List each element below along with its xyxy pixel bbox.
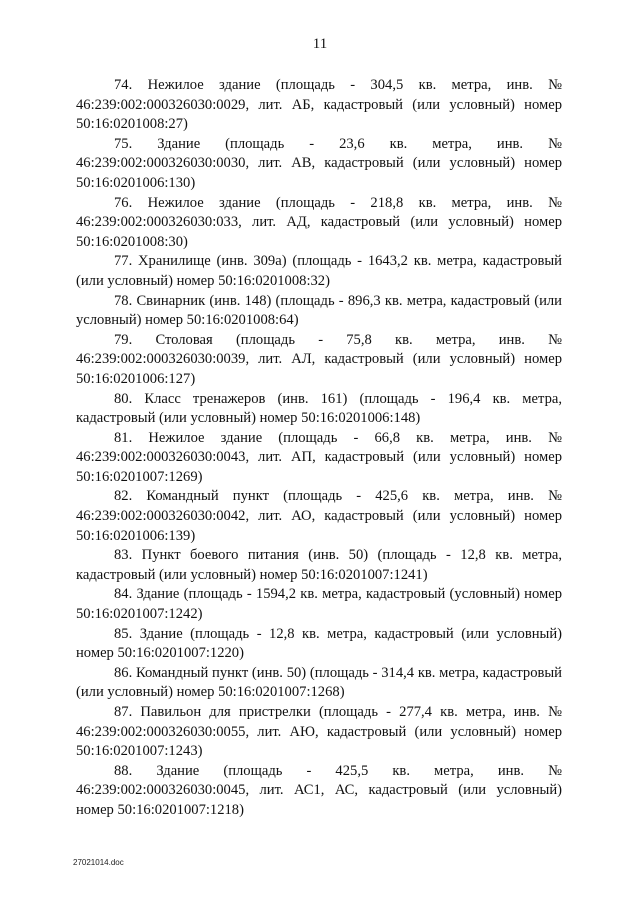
list-item: 83. Пункт боевого питания (инв. 50) (площадь - 12,8 кв. метра, кадастровый (или условный) номер 50:16:0201007:1241) <box>76 547 562 583</box>
list-item: 78. Свинарник (инв. 148) (площадь - 896,3 кв. метра, кадастровый (или условный) номер 50:16:0201008:64) <box>76 292 562 329</box>
list-item: 86. Командный пункт (инв. 50) (площадь - 314,4 кв. метра, кадастровый (или условный) номер 50:16:0201007:1268) <box>76 664 562 701</box>
list-item: 75. Здание (площадь - 23,6 кв. метра, инв. № 46:239:002:000326030:0030, лит. АВ, кадастровый (или условный) номер 50:16:0201006:130) <box>76 135 562 191</box>
list-item: 74. Нежилое здание (площадь - 304,5 кв. метра, инв. № 46:239:002:000326030:0029, лит. АБ, кадастровый (или условный) номер 50:16:0201008:27) <box>76 77 562 133</box>
list-item: 76. Нежилое здание (площадь - 218,8 кв. метра, инв. № 46:239:002:000326030:033, лит. АД, кадастровый (или условный) номер 50:16:0201008:30) <box>76 194 562 250</box>
list-item: 82. Командный пункт (площадь - 425,6 кв. метра, инв. № 46:239:002:000326030:0042, лит. АО, кадастровый (или условный) номер 50:16:0201006:139) <box>76 488 562 544</box>
page-number: 11 <box>312 36 328 52</box>
list-item: 81. Нежилое здание (площадь - 66,8 кв. метра, инв. № 46:239:002:000326030:0043, лит. АП, кадастровый (или условный) номер 50:16:0201007:1269) <box>76 429 562 485</box>
list-item: 88. Здание (площадь - 425,5 кв. метра, инв. № 46:239:002:000326030:0045, лит. АС1, АС, кадастровый (или условный) номер 50:16:0201007:1218) <box>76 762 562 818</box>
list-item: 84. Здание (площадь - 1594,2 кв. метра, кадастровый (условный) номер 50:16:0201007:1242) <box>76 586 562 623</box>
list-item: 85. Здание (площадь - 12,8 кв. метра, кадастровый (или условный) номер 50:16:0201007:1220) <box>76 625 562 662</box>
list-item: 80. Класс тренажеров (инв. 161) (площадь - 196,4 кв. метра, кадастровый (или условный) номер 50:16:0201006:148) <box>76 390 562 427</box>
file-name-footer: 27021014.doc <box>73 858 124 867</box>
list-item: 77. Хранилище (инв. 309а) (площадь - 1643,2 кв. метра, кадастровый (или условный) номер 50:16:0201008:32) <box>76 253 562 289</box>
list-item: 79. Столовая (площадь - 75,8 кв. метра, инв. № 46:239:002:000326030:0039, лит. АЛ, кадастровый (или условный) номер 50:16:0201006:127) <box>76 331 562 387</box>
list-item: 87. Павильон для пристрелки (площадь - 277,4 кв. метра, инв. № 46:239:002:000326030:0055, лит. АЮ, кадастровый (или условный) номер 50:16:0201007:1243) <box>76 704 562 760</box>
property-list <box>76 76 562 821</box>
